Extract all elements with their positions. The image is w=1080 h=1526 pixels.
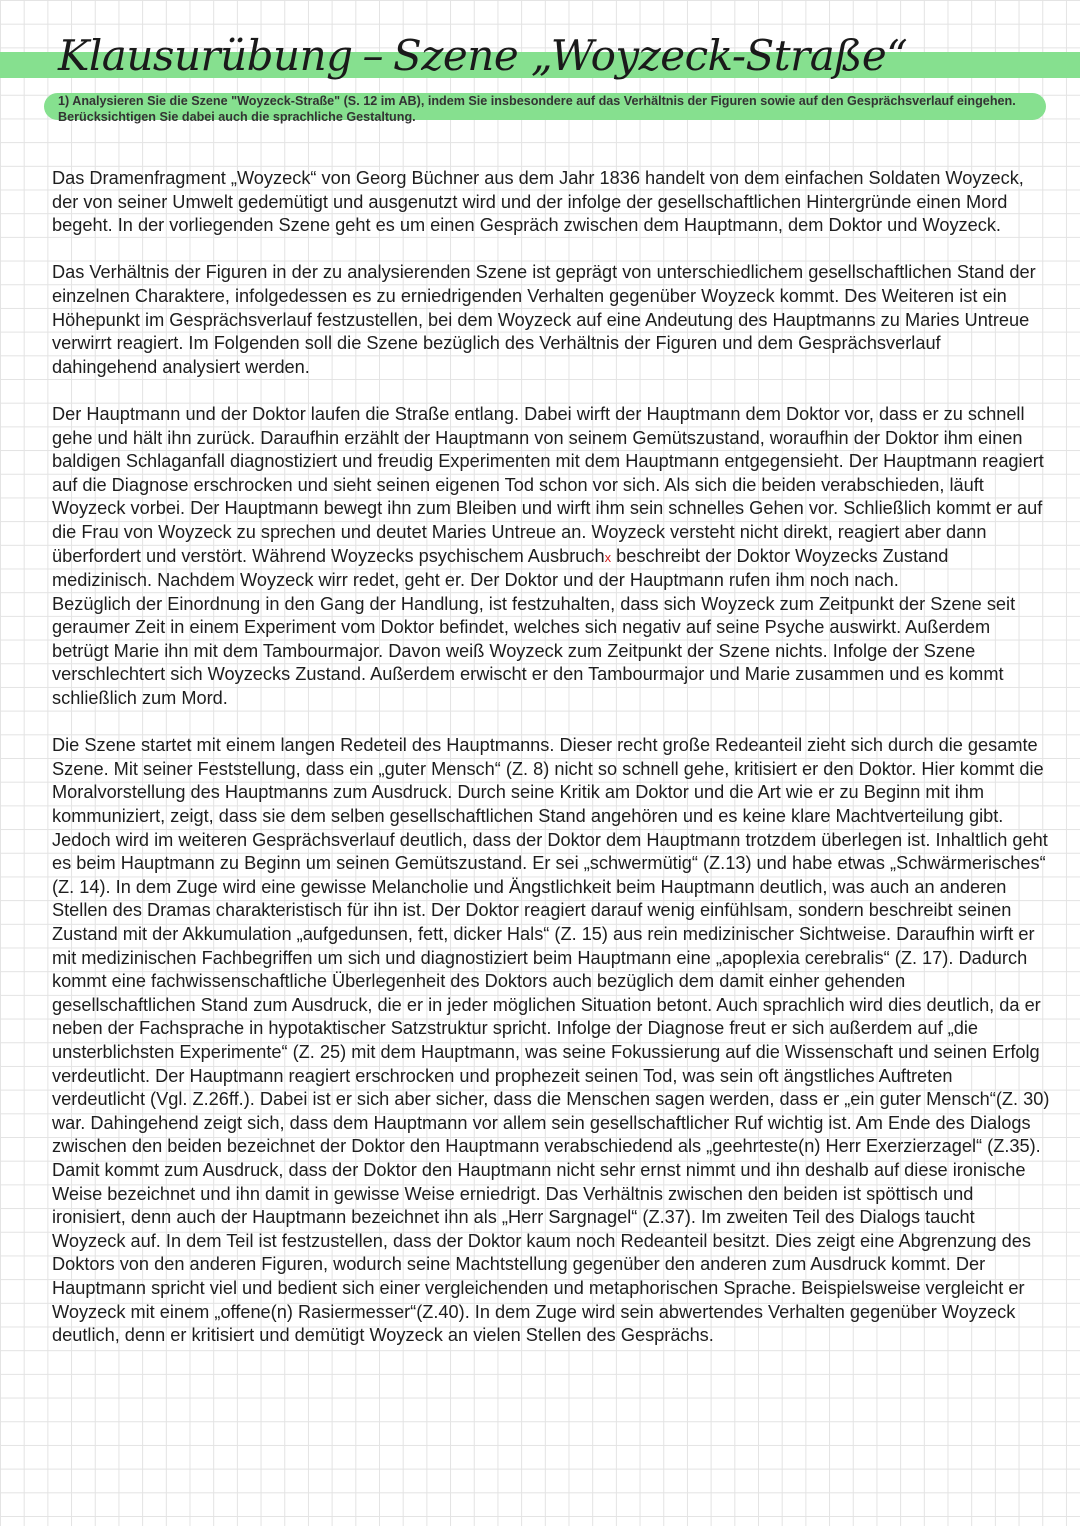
- summary-text-part-2: beschreibt der Doktor Woyzecks Zustand medizinisch. Nachdem Woyzeck wirr redet, geht er. Der Doktor und der Hauptmann rufen ihm noch nach.: [52, 545, 949, 591]
- title-part-2: Szene „Woyzeck-Straße“: [393, 31, 908, 80]
- paragraph-analysis: Die Szene startet mit einem langen Redeteil des Hauptmanns. Dieser recht große Redeanteil zieht sich durch die gesamte Szene. Mit seiner Feststellung, dass ein „guter Mensch“ (Z. 8) nicht so schnell gehe, kritisiert er den Doktor. Hier kommt die Moralvorstellung des Hauptmanns zum Ausdruck. Durch seine Kritik am Doktor und die Art wie er zu Beginn mit ihm kommuniziert, zeigt, dass sie dem selben gesellschaftlichen Stand angehören und es keine klare Machtverteilung gibt. Jedoch wird im weiteren Gesprächsverlauf deutlich, dass der Doktor dem Hauptmann trotzdem überlegen ist. Inhaltlich geht es beim Hauptmann zu Beginn um seinen Gemütszustand. Er sei „schwermütig“ (Z.13) und habe etwas „Schwärmerisches“ (Z. 14). In dem Zuge wird eine gewisse Melancholie und Ängstlichkeit beim Hauptmann deutlich, was auch an anderen Stellen des Dramas charakteristisch für ihn ist. Der Doktor reagiert darauf wenig einfühlsam, sondern beschreibt seinen Zustand mit der Akkumulation „aufgedunsen, fett, dicker Hals“ (Z. 15) aus rein medizinischer Sichtweise. Daraufhin wirft er mit medizinischen Fachbegriffen um sich und diagnostiziert beim Hauptmann eine „apoplexia cerebralis“ (Z. 17). Dadurch kommt eine fachwissenschaftliche Überlegenheit des Doktors auch bezüglich dem damit einher gehenden gesellschaftlichen Stand zum Ausdruck, die er in jeder möglichen Situation betont. Auch sprachlich wird dies deutlich, da er neben der Fachsprache in hypotaktischer Satzstruktur spricht. Infolge der Diagnose freut er sich außerdem auf „die unsterblichsten Experimente“ (Z. 25) mit dem Hauptmann, was seine Fokussierung auf die Wissenschaft und seinen Erfolg verdeutlicht. Der Hauptmann reagiert erschrocken und prophezeit seinen Tod, was sein oft ängstliches Auftreten verdeutlicht (Vgl. Z.26ff.). Dabei ist er sich aber sicher, dass die Menschen sagen werden, dass er „ein guter Mensch“(Z. 30) war. Dahingehend zeigt sich, dass dem Hauptmann vor allem sein gesellschaftlicher Ruf wichtig ist. Am Ende des Dialogs zwischen den beiden bezeichnet der Doktor den Hauptmann verabschiedend als „geehrteste(n) Herr Exerzierzagel“ (Z.35). Damit kommt zum Ausdruck, dass der Doktor den Hauptmann nicht sehr ernst nimmt und ihn deshalb auf diese ironische Weise bezeichnet und ihn damit in gewisse Weise erniedrigt. Das Verhältnis zwischen den beiden ist spöttisch und ironisiert, denn auch der Hauptmann bezeichnet ihn als „Herr Sargnagel“ (Z.37). Im zweiten Teil des Dialogs taucht Woyzeck auf. In dem Teil ist festzustellen, dass der Doktor kaum noch Redeanteil besitzt. Dies zeigt eine Abgrenzung des Doktors von den anderen Figuren, wodurch seine Machtstellung gegenüber den anderen zum Ausdruck kommt. Der Hauptmann spricht viel und bedient sich einer vergleichenden und metaphorischen Sprache. Beispielsweise vergleicht er Woyzeck mit einem „offene(n) Rasiermesser“(Z.40). In dem Zuge wird sein abwertendes Verhalten gegenüber Woyzeck deutlich, denn er kritisiert und demütigt Woyzeck an vielen Stellen des Gesprächs.: [52, 735, 1050, 1346]
- paragraph-context: Bezüglich der Einordnung in den Gang der Handlung, ist festzuhalten, dass sich Woyzeck zum Zeitpunkt der Szene seit geraumer Zeit in einem Experiment vom Doktor befindet, welches sich negativ auf seine Psyche auswirkt. Außerdem betrügt Marie ihn mit dem Tambourmajor. Davon weiß Woyzeck zum Zeitpunkt der Szene nichts. Infolge der Szene verschlechtert sich Woyzecks Zustand. Außerdem erwischt er den Tambourmajor und Marie zusammen und es kommt schließlich zum Mord.: [52, 593, 1016, 709]
- correction-mark: x: [604, 549, 612, 565]
- page-title: [58, 26, 907, 86]
- title-part-1: Klausurübung: [58, 31, 353, 80]
- paragraph-intro: Das Dramenfragment „Woyzeck“ von Georg Büchner aus dem Jahr 1836 handelt von dem einfachen Soldaten Woyzeck, der von seiner Umwelt gedemütigt und ausgenutzt wird und der infolge der gesellschaftlichen Hintergründe einen Mord begeht. In der vorliegenden Szene geht es um einen Gespräch zwischen dem Hauptmann, dem Doktor und Woyzeck.: [52, 168, 1024, 236]
- paragraph-summary: [52, 403, 1050, 593]
- summary-text-part-1: Der Hauptmann und der Doktor laufen die Straße entlang. Dabei wirft der Hauptmann dem Doktor vor, dass er zu schnell gehe und hält ihn zurück. Daraufhin erzählt der Hauptmann von seinem Gemütszustand, woraufhin der Doktor ihm einen baldigen Schlaganfall diagnostiziert und freudig Experimenten mit dem Hauptmann entgegensieht. Der Hauptmann reagiert auf die Diagnose erschrocken und sieht seinen eigenen Tod schon vor sich. Als sich die beiden verabschieden, läuft Woyzeck vorbei. Der Hauptmann bewegt ihn zum Bleiben und wirft ihm sein schnelles Gehen vor. Schließlich kommt er auf die Frau von Woyzeck zu sprechen und deutet Maries Untreue an. Woyzeck versteht nicht direkt, reagiert aber dann überfordert und verstört. Während Woyzecks psychischem Ausbruch: [52, 403, 1044, 566]
- essay-body: [52, 167, 1050, 1348]
- title-separator: –: [362, 31, 384, 80]
- paragraph-overview: Das Verhältnis der Figuren in der zu analysierenden Szene ist geprägt von unterschiedlichem gesellschaftlichen Stand der einzelnen Charaktere, infolgedessen es zu erniedrigenden Verhalten gegenüber Woyzeck kommt. Des Weiteren ist ein Höhepunkt im Gesprächsverlauf festzustellen, bei dem Woyzeck auf eine Andeutung des Hauptmanns zu Maries Untreue verwirrt reagiert. Im Folgenden soll die Szene bezüglich des Verhältnis der Figuren und dem Gesprächsverlauf dahingehend analysiert werden.: [52, 262, 1036, 377]
- task-prompt: 1) Analysieren Sie die Szene "Woyzeck-Straße" (S. 12 im AB), indem Sie insbesondere auf das Verhältnis der Figuren sowie auf den Gesprächsverlauf eingehen. Berücksichtigen Sie dabei auch die sprachliche Gestaltung.: [58, 94, 1016, 124]
